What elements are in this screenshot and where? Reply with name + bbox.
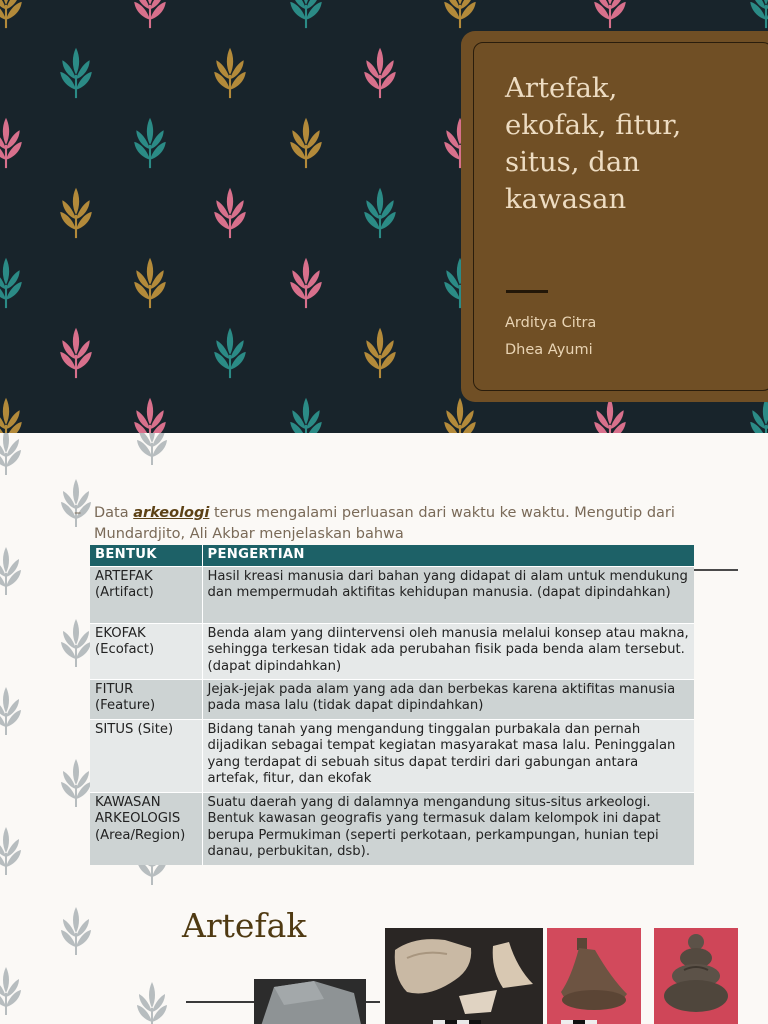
- table-header-row: [90, 545, 694, 566]
- leaf-icon: [290, 118, 322, 168]
- title-divider: [506, 290, 548, 293]
- bullet-marker: –: [74, 505, 82, 521]
- cell-pengertian: Benda alam yang diintervensi oleh manusia melalui konsep atau makna, sehingga terkesan tidak ada perubahan fisik pada benda alam tersebut. (dapat dipindahkan): [202, 623, 694, 679]
- leaf-icon: [364, 188, 396, 238]
- leaf-icon: [214, 48, 246, 98]
- leaf-icon: [0, 827, 21, 875]
- leaf-icon: [137, 982, 167, 1024]
- table-row: [90, 566, 694, 623]
- content-slide: [0, 433, 768, 1024]
- leaf-icon: [594, 398, 626, 433]
- leaf-icon: [134, 0, 166, 28]
- leaf-icon: [61, 907, 91, 955]
- leaf-icon: [0, 547, 21, 595]
- leaf-icon: [60, 328, 92, 378]
- section-title: Artefak: [182, 906, 307, 945]
- divider-line: [694, 569, 738, 571]
- cell-bentuk: SITUS (Site): [90, 719, 202, 792]
- leaf-icon: [61, 619, 91, 667]
- table-row: [90, 792, 694, 865]
- title-slide: [0, 0, 768, 433]
- cell-pengertian: Bidang tanah yang mengandung tinggalan purbakala dan pernah dijadikan sebagai tempat kegiatan masyarakat masa lalu. Peninggalan yang terdapat di sebuah situs dapat terdiri dari gabungan antara artefak, fitur, dan ekofak: [202, 719, 694, 792]
- leaf-icon: [137, 433, 167, 465]
- leaf-icon: [444, 398, 476, 433]
- stupa-artifact-photo: [654, 928, 738, 1024]
- leaf-icon: [0, 687, 21, 735]
- leaf-icon: [364, 328, 396, 378]
- stone-artifact-photo: [254, 979, 366, 1024]
- cell-pengertian: Jejak-jejak pada alam yang ada dan berbekas karena aktifitas manusia pada masa lalu (tidak dapat dipindahkan): [202, 679, 694, 719]
- cell-pengertian: Hasil kreasi manusia dari bahan yang didapat di alam untuk mendukung dan mempermudah aktifitas kehidupan manusia. (dapat dipindahkan): [202, 566, 694, 623]
- cell-bentuk: EKOFAK (Ecofact): [90, 623, 202, 679]
- table-row: [90, 623, 694, 679]
- clay-jar-photo: [547, 928, 641, 1024]
- keyword-link[interactable]: arkeologi: [133, 505, 210, 521]
- pottery-shards-photo: [385, 928, 543, 1024]
- leaf-icon: [134, 118, 166, 168]
- leaf-icon: [0, 0, 22, 28]
- leaf-icon: [594, 0, 626, 28]
- leaf-icon: [214, 188, 246, 238]
- leaf-icon: [60, 188, 92, 238]
- leaf-icon: [444, 0, 476, 28]
- leaf-icon: [61, 759, 91, 807]
- leaf-icon: [0, 118, 22, 168]
- author-name: Arditya Citra: [505, 315, 597, 331]
- slide-title: Artefak, ekofak, fitur, situs, dan kawasan: [505, 72, 682, 215]
- cell-pengertian: Suatu daerah yang di dalamnya mengandung situs-situs arkeologi. Bentuk kawasan geografis yang termasuk dalam kelompok ini dapat berupa Permukiman (seperti perkotaan, perkampungan, hunian tepi danau, perbukitan, dsb).: [202, 792, 694, 865]
- cell-bentuk: ARTEFAK (Artifact): [90, 566, 202, 623]
- leaf-icon: [290, 398, 322, 433]
- intro-text: [94, 503, 694, 545]
- cell-bentuk: FITUR (Feature): [90, 679, 202, 719]
- leaf-icon: [750, 398, 768, 433]
- intro-prefix: Data: [94, 505, 134, 521]
- leaf-icon: [364, 48, 396, 98]
- intro-suffix: terus mengalami perluasan dari waktu ke waktu. Mengutip dari Mundardjito, Ali Akbar menjelaskan bahwa: [94, 505, 675, 542]
- leaf-icon: [134, 398, 166, 433]
- leaf-icon: [0, 258, 22, 308]
- leaf-icon: [290, 258, 322, 308]
- leaf-icon: [290, 0, 322, 28]
- table-row: [90, 679, 694, 719]
- leaf-icon: [750, 0, 768, 28]
- leaf-icon: [0, 398, 22, 433]
- column-header-bentuk: BENTUK: [90, 545, 202, 566]
- definition-table: [90, 545, 694, 865]
- leaf-icon: [0, 433, 21, 475]
- leaf-icon: [214, 328, 246, 378]
- author-name: Dhea Ayumi: [505, 342, 593, 358]
- cell-bentuk: KAWASAN ARKEOLOGIS (Area/Region): [90, 792, 202, 865]
- leaf-icon: [134, 258, 166, 308]
- column-header-pengertian: PENGERTIAN: [202, 545, 694, 566]
- leaf-icon: [0, 967, 21, 1015]
- leaf-icon: [60, 48, 92, 98]
- table-row: [90, 719, 694, 792]
